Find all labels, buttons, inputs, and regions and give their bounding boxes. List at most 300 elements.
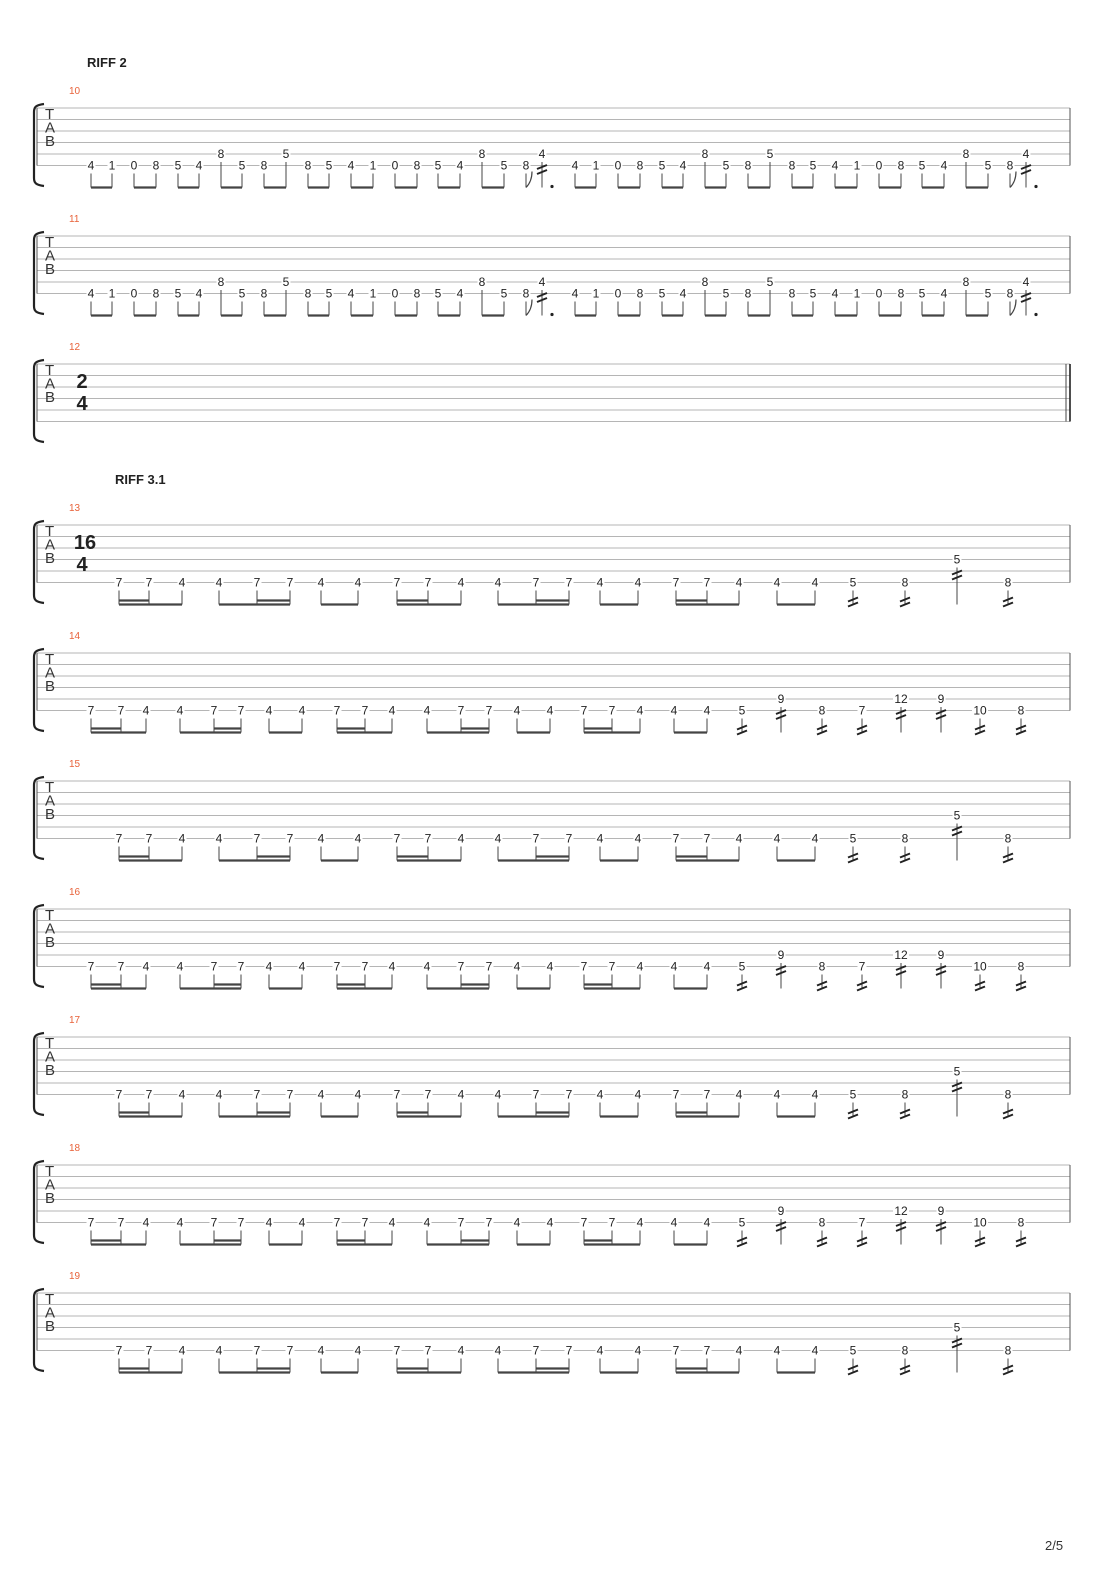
fret-number: 7 xyxy=(457,1215,465,1230)
fret-number: 4 xyxy=(596,831,604,846)
fret-number: 8 xyxy=(1017,959,1025,974)
tab-clef-b: B xyxy=(45,389,56,406)
time-signature-numerator: 2 xyxy=(76,371,88,393)
fret-number: 4 xyxy=(811,1087,819,1102)
fret-number: 4 xyxy=(178,1343,186,1358)
tab-staff-svg xyxy=(0,893,1110,1013)
fret-number: 4 xyxy=(298,1215,306,1230)
fret-number: 0 xyxy=(875,158,883,173)
tab-clef-b: B xyxy=(45,550,56,567)
fret-number: 7 xyxy=(608,703,616,718)
fret-number: 12 xyxy=(894,948,908,962)
time-signature-denominator: 4 xyxy=(76,554,88,576)
tab-clef-a: A xyxy=(45,1304,56,1322)
fret-number: 8 xyxy=(304,158,312,173)
fret-number: 8 xyxy=(522,158,530,173)
fret-number: 4 xyxy=(811,575,819,590)
fret-number: 7 xyxy=(532,831,540,846)
fret-number: 7 xyxy=(361,959,369,974)
note-flag xyxy=(1010,172,1016,188)
fret-number: 10 xyxy=(973,959,987,974)
fret-number: 4 xyxy=(670,1215,678,1230)
fret-number: 9 xyxy=(777,692,785,706)
tab-staff-svg xyxy=(0,1277,1110,1397)
fret-number: 1 xyxy=(369,286,377,301)
fret-number: 7 xyxy=(858,703,866,718)
fret-number: 5 xyxy=(918,286,926,301)
tab-clef-t: T xyxy=(45,523,55,540)
fret-number: 7 xyxy=(210,1215,218,1230)
fret-number: 4 xyxy=(735,575,743,590)
fret-number: 4 xyxy=(317,1087,325,1102)
fret-number: 8 xyxy=(152,286,160,301)
fret-number: 5 xyxy=(918,158,926,173)
fret-number: 4 xyxy=(811,1343,819,1358)
fret-number: 4 xyxy=(670,703,678,718)
fret-number: 7 xyxy=(286,1087,294,1102)
fret-number: 7 xyxy=(565,575,573,590)
fret-number: 8 xyxy=(636,158,644,173)
fret-number: 9 xyxy=(937,948,945,962)
fret-number: 5 xyxy=(953,552,961,567)
tab-clef-a: A xyxy=(45,920,56,938)
fret-number: 4 xyxy=(494,1087,502,1102)
fret-number: 4 xyxy=(298,703,306,718)
tab-clef-b: B xyxy=(45,1062,56,1079)
fret-number: 8 xyxy=(788,286,796,301)
fret-number: 7 xyxy=(393,831,401,846)
fret-number: 7 xyxy=(608,1215,616,1230)
fret-number: 4 xyxy=(178,1087,186,1102)
fret-number: 4 xyxy=(494,831,502,846)
fret-number: 1 xyxy=(592,158,600,173)
tab-clef-t: T xyxy=(45,362,55,379)
fret-number: 4 xyxy=(195,286,203,301)
fret-number: 4 xyxy=(811,831,819,846)
fret-number: 4 xyxy=(679,286,687,301)
fret-number: 4 xyxy=(670,959,678,974)
fret-number: 5 xyxy=(282,275,290,289)
fret-number: 4 xyxy=(513,1215,521,1230)
tab-clef-b: B xyxy=(45,133,56,150)
fret-number: 4 xyxy=(176,959,184,974)
fret-number: 7 xyxy=(532,1343,540,1358)
tab-system xyxy=(0,342,1110,468)
fret-number: 7 xyxy=(532,575,540,590)
tab-clef-t: T xyxy=(45,1163,55,1180)
fret-number: 4 xyxy=(538,147,546,161)
tab-clef-b: B xyxy=(45,1190,56,1207)
fret-number: 7 xyxy=(424,1087,432,1102)
fret-number: 4 xyxy=(178,831,186,846)
time-signature-numerator: 16 xyxy=(73,532,97,554)
dotted-note-dot xyxy=(550,185,553,188)
fret-number: 4 xyxy=(773,575,781,590)
fret-number: 8 xyxy=(1004,831,1012,846)
fret-number: 4 xyxy=(265,959,273,974)
fret-number: 4 xyxy=(571,158,579,173)
fret-number: 4 xyxy=(456,286,464,301)
fret-number: 8 xyxy=(701,275,709,289)
fret-number: 4 xyxy=(1022,275,1030,289)
system-bracket xyxy=(34,232,44,314)
measure-number: 15 xyxy=(69,759,81,770)
fret-number: 9 xyxy=(937,692,945,706)
fret-number: 8 xyxy=(1006,286,1014,301)
fret-number: 4 xyxy=(773,1343,781,1358)
fret-number: 4 xyxy=(317,575,325,590)
fret-number: 5 xyxy=(174,158,182,173)
fret-number: 8 xyxy=(818,703,826,718)
fret-number: 7 xyxy=(565,831,573,846)
fret-number: 4 xyxy=(546,1215,554,1230)
fret-number: 8 xyxy=(962,147,970,161)
dotted-note-dot xyxy=(1034,185,1037,188)
fret-number: 8 xyxy=(1004,575,1012,590)
fret-number: 5 xyxy=(325,158,333,173)
tab-clef-a: A xyxy=(45,792,56,810)
tab-clef-t: T xyxy=(45,1035,55,1052)
fret-number: 7 xyxy=(703,831,711,846)
tab-system xyxy=(0,887,1110,1013)
fret-number: 4 xyxy=(596,1343,604,1358)
fret-number: 7 xyxy=(703,575,711,590)
fret-number: 8 xyxy=(701,147,709,161)
fret-number: 7 xyxy=(565,1087,573,1102)
fret-number: 7 xyxy=(672,1087,680,1102)
measure-number: 13 xyxy=(69,503,81,514)
tab-clef-a: A xyxy=(45,375,56,393)
fret-number: 7 xyxy=(117,1215,125,1230)
fret-number: 7 xyxy=(580,1215,588,1230)
fret-number: 8 xyxy=(897,286,905,301)
fret-number: 12 xyxy=(894,692,908,706)
fret-number: 0 xyxy=(391,158,399,173)
fret-number: 8 xyxy=(1004,1343,1012,1358)
fret-number: 9 xyxy=(937,1204,945,1218)
fret-number: 5 xyxy=(984,158,992,173)
tab-system xyxy=(0,1143,1110,1269)
fret-number: 7 xyxy=(580,703,588,718)
fret-number: 7 xyxy=(703,1343,711,1358)
fret-number: 4 xyxy=(87,158,95,173)
fret-number: 8 xyxy=(901,831,909,846)
fret-number: 5 xyxy=(984,286,992,301)
tab-clef-a: A xyxy=(45,1176,56,1194)
fret-number: 7 xyxy=(672,1343,680,1358)
fret-number: 7 xyxy=(237,959,245,974)
fret-number: 0 xyxy=(614,158,622,173)
system-bracket xyxy=(34,521,44,603)
fret-number: 7 xyxy=(253,1087,261,1102)
fret-number: 4 xyxy=(317,1343,325,1358)
fret-number: 10 xyxy=(973,1215,987,1230)
system-bracket xyxy=(34,1161,44,1243)
tab-staff-svg xyxy=(0,92,1110,212)
fret-number: 5 xyxy=(282,147,290,161)
time-signature-denominator: 4 xyxy=(76,393,88,415)
fret-number: 5 xyxy=(849,1343,857,1358)
fret-number: 5 xyxy=(738,1215,746,1230)
tab-clef-a: A xyxy=(45,664,56,682)
tab-clef-t: T xyxy=(45,1291,55,1308)
fret-number: 4 xyxy=(735,831,743,846)
tab-staff-svg xyxy=(0,637,1110,757)
fret-number: 4 xyxy=(571,286,579,301)
tab-clef-t: T xyxy=(45,779,55,796)
fret-number: 4 xyxy=(596,1087,604,1102)
fret-number: 4 xyxy=(494,575,502,590)
fret-number: 5 xyxy=(500,158,508,173)
fret-number: 7 xyxy=(286,831,294,846)
fret-number: 7 xyxy=(485,959,493,974)
system-bracket xyxy=(34,905,44,987)
tab-system xyxy=(0,759,1110,885)
fret-number: 0 xyxy=(391,286,399,301)
tab-clef-a: A xyxy=(45,536,56,554)
fret-number: 8 xyxy=(897,158,905,173)
fret-number: 7 xyxy=(145,575,153,590)
tab-staff-svg xyxy=(0,220,1110,340)
note-flag xyxy=(526,172,532,188)
tab-clef-b: B xyxy=(45,806,56,823)
tab-clef-a: A xyxy=(45,119,56,137)
fret-number: 4 xyxy=(423,959,431,974)
fret-number: 9 xyxy=(777,948,785,962)
system-bracket xyxy=(34,1289,44,1371)
fret-number: 4 xyxy=(773,1087,781,1102)
fret-number: 4 xyxy=(142,959,150,974)
measure-number: 14 xyxy=(69,631,81,642)
fret-number: 9 xyxy=(777,1204,785,1218)
fret-number: 4 xyxy=(634,1087,642,1102)
fret-number: 7 xyxy=(115,831,123,846)
fret-number: 8 xyxy=(901,1087,909,1102)
fret-number: 4 xyxy=(634,831,642,846)
fret-number: 4 xyxy=(215,1087,223,1102)
fret-number: 7 xyxy=(485,703,493,718)
fret-number: 1 xyxy=(853,158,861,173)
fret-number: 7 xyxy=(115,575,123,590)
fret-number: 7 xyxy=(210,703,218,718)
fret-number: 7 xyxy=(87,1215,95,1230)
fret-number: 7 xyxy=(703,1087,711,1102)
fret-number: 4 xyxy=(178,575,186,590)
fret-number: 4 xyxy=(636,959,644,974)
fret-number: 4 xyxy=(265,703,273,718)
tab-clef-b: B xyxy=(45,934,56,951)
fret-number: 0 xyxy=(130,158,138,173)
fret-number: 7 xyxy=(858,1215,866,1230)
fret-number: 7 xyxy=(145,1343,153,1358)
system-bracket xyxy=(34,649,44,731)
fret-number: 7 xyxy=(333,1215,341,1230)
fret-number: 4 xyxy=(636,703,644,718)
note-flag xyxy=(1010,300,1016,316)
fret-number: 8 xyxy=(744,158,752,173)
fret-number: 7 xyxy=(286,575,294,590)
fret-number: 7 xyxy=(672,831,680,846)
fret-number: 8 xyxy=(962,275,970,289)
fret-number: 5 xyxy=(809,286,817,301)
section-title-riff-3-1: RIFF 3.1 xyxy=(115,472,166,487)
tab-clef-a: A xyxy=(45,247,56,265)
tab-staff-svg xyxy=(0,509,1110,629)
fret-number: 4 xyxy=(176,1215,184,1230)
fret-number: 7 xyxy=(424,575,432,590)
fret-number: 5 xyxy=(722,286,730,301)
fret-number: 12 xyxy=(894,1204,908,1218)
fret-number: 7 xyxy=(237,703,245,718)
measure-number: 18 xyxy=(69,1143,81,1154)
fret-number: 7 xyxy=(253,1343,261,1358)
fret-number: 8 xyxy=(217,275,225,289)
fret-number: 7 xyxy=(237,1215,245,1230)
fret-number: 7 xyxy=(210,959,218,974)
fret-number: 7 xyxy=(393,1087,401,1102)
fret-number: 5 xyxy=(238,286,246,301)
tab-clef-b: B xyxy=(45,1318,56,1335)
fret-number: 5 xyxy=(849,1087,857,1102)
fret-number: 4 xyxy=(457,1087,465,1102)
tab-system xyxy=(0,1271,1110,1397)
fret-number: 4 xyxy=(494,1343,502,1358)
fret-number: 7 xyxy=(485,1215,493,1230)
fret-number: 7 xyxy=(115,1087,123,1102)
fret-number: 5 xyxy=(738,959,746,974)
fret-number: 7 xyxy=(608,959,616,974)
fret-number: 5 xyxy=(738,703,746,718)
system-bracket xyxy=(34,360,44,442)
fret-number: 4 xyxy=(546,959,554,974)
fret-number: 8 xyxy=(1006,158,1014,173)
fret-number: 4 xyxy=(456,158,464,173)
fret-number: 10 xyxy=(973,703,987,718)
measure-number: 19 xyxy=(69,1271,81,1282)
fret-number: 5 xyxy=(809,158,817,173)
dotted-note-dot xyxy=(550,313,553,316)
fret-number: 5 xyxy=(953,1320,961,1335)
tab-system xyxy=(0,214,1110,340)
fret-number: 5 xyxy=(849,575,857,590)
fret-number: 4 xyxy=(679,158,687,173)
measure-number: 11 xyxy=(69,214,80,225)
fret-number: 4 xyxy=(940,158,948,173)
fret-number: 7 xyxy=(333,959,341,974)
fret-number: 5 xyxy=(500,286,508,301)
fret-number: 5 xyxy=(849,831,857,846)
fret-number: 8 xyxy=(413,286,421,301)
fret-number: 7 xyxy=(117,959,125,974)
fret-number: 7 xyxy=(253,575,261,590)
fret-number: 7 xyxy=(286,1343,294,1358)
fret-number: 5 xyxy=(238,158,246,173)
fret-number: 8 xyxy=(478,147,486,161)
fret-number: 4 xyxy=(457,575,465,590)
fret-number: 7 xyxy=(424,831,432,846)
fret-number: 4 xyxy=(636,1215,644,1230)
tab-clef-a: A xyxy=(45,1048,56,1066)
measure-number: 12 xyxy=(69,342,81,353)
fret-number: 4 xyxy=(1022,147,1030,161)
fret-number: 7 xyxy=(117,703,125,718)
fret-number: 4 xyxy=(596,575,604,590)
fret-number: 7 xyxy=(393,575,401,590)
fret-number: 4 xyxy=(176,703,184,718)
note-flag xyxy=(526,300,532,316)
fret-number: 4 xyxy=(703,1215,711,1230)
fret-number: 7 xyxy=(333,703,341,718)
fret-number: 7 xyxy=(145,1087,153,1102)
fret-number: 4 xyxy=(354,1087,362,1102)
fret-number: 4 xyxy=(513,959,521,974)
fret-number: 4 xyxy=(87,286,95,301)
fret-number: 7 xyxy=(565,1343,573,1358)
fret-number: 8 xyxy=(152,158,160,173)
tab-staff-svg xyxy=(0,1021,1110,1141)
fret-number: 5 xyxy=(658,158,666,173)
fret-number: 4 xyxy=(317,831,325,846)
fret-number: 1 xyxy=(369,158,377,173)
fret-number: 1 xyxy=(853,286,861,301)
fret-number: 5 xyxy=(953,808,961,823)
fret-number: 7 xyxy=(361,703,369,718)
fret-number: 5 xyxy=(174,286,182,301)
fret-number: 5 xyxy=(722,158,730,173)
tab-system xyxy=(0,503,1110,629)
tab-system xyxy=(0,1015,1110,1141)
fret-number: 8 xyxy=(217,147,225,161)
fret-number: 7 xyxy=(361,1215,369,1230)
fret-number: 7 xyxy=(457,959,465,974)
fret-number: 8 xyxy=(413,158,421,173)
fret-number: 4 xyxy=(354,575,362,590)
tab-clef-t: T xyxy=(45,907,55,924)
fret-number: 4 xyxy=(538,275,546,289)
tab-clef-b: B xyxy=(45,261,56,278)
fret-number: 5 xyxy=(766,147,774,161)
fret-number: 4 xyxy=(735,1343,743,1358)
fret-number: 4 xyxy=(347,286,355,301)
fret-number: 8 xyxy=(818,959,826,974)
fret-number: 4 xyxy=(347,158,355,173)
fret-number: 4 xyxy=(142,1215,150,1230)
tab-clef-t: T xyxy=(45,234,55,251)
section-title-riff-2: RIFF 2 xyxy=(87,55,127,70)
fret-number: 4 xyxy=(195,158,203,173)
fret-number: 4 xyxy=(703,703,711,718)
fret-number: 8 xyxy=(1017,1215,1025,1230)
fret-number: 4 xyxy=(735,1087,743,1102)
tab-staff-svg xyxy=(0,348,1110,468)
fret-number: 7 xyxy=(145,831,153,846)
fret-number: 8 xyxy=(636,286,644,301)
fret-number: 4 xyxy=(298,959,306,974)
fret-number: 4 xyxy=(423,703,431,718)
fret-number: 4 xyxy=(773,831,781,846)
fret-number: 4 xyxy=(634,1343,642,1358)
fret-number: 4 xyxy=(388,959,396,974)
fret-number: 1 xyxy=(108,158,116,173)
fret-number: 4 xyxy=(457,1343,465,1358)
fret-number: 7 xyxy=(393,1343,401,1358)
fret-number: 7 xyxy=(87,959,95,974)
fret-number: 7 xyxy=(115,1343,123,1358)
fret-number: 4 xyxy=(215,575,223,590)
tab-clef-t: T xyxy=(45,106,55,123)
fret-number: 4 xyxy=(703,959,711,974)
fret-number: 4 xyxy=(354,1343,362,1358)
